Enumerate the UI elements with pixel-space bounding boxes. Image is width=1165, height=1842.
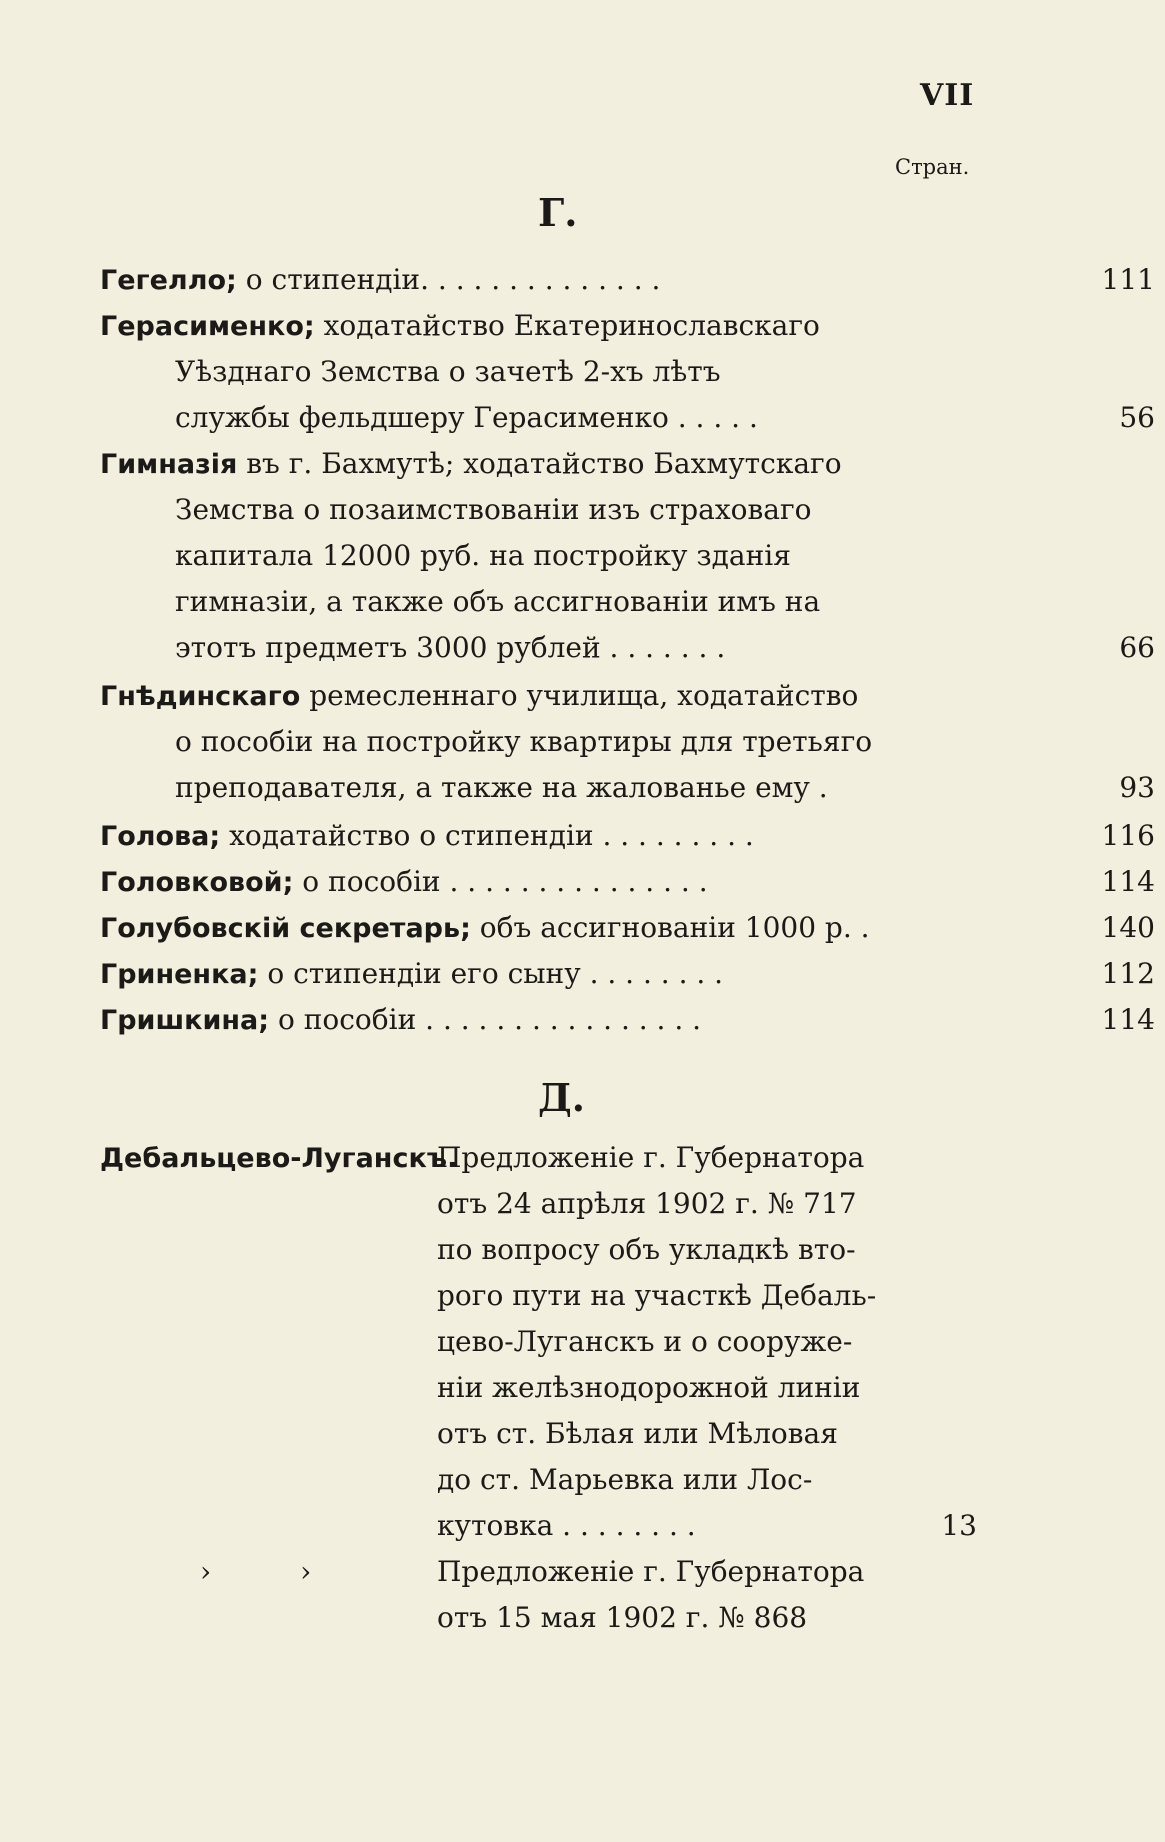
page-number: VII xyxy=(920,78,975,113)
entry-page: 114 xyxy=(1101,865,1155,898)
entry-page: 114 xyxy=(1101,1003,1155,1036)
entry-text: этотъ предметъ 3000 рублей . . . . . . . xyxy=(175,631,726,664)
index-entry xyxy=(100,905,870,951)
ditto-marks: › › xyxy=(200,1555,312,1588)
index-entry xyxy=(100,257,660,303)
entry-head: Герасименко; xyxy=(100,311,315,342)
index-entry xyxy=(100,813,754,859)
entry-page: 116 xyxy=(1101,819,1155,852)
entry-text: Предложеніе г. Губернатора xyxy=(437,1141,865,1174)
index-entry xyxy=(100,303,820,349)
entry-text: ходатайство о стипендіи . . . . . . . . . xyxy=(229,819,754,852)
entry-head: Дебальцево-Луганскъ. xyxy=(100,1143,458,1174)
entry-text: ніи желѣзнодорожной линіи xyxy=(437,1371,861,1404)
entry-text: преподавателя, а также на жалованье ему . xyxy=(175,771,828,804)
entry-page: 66 xyxy=(1119,631,1155,664)
entry-text: ремесленнаго училища, ходатайство xyxy=(309,679,859,712)
entry-page: 13 xyxy=(941,1509,977,1542)
entry-text: отъ 15 мая 1902 г. № 868 xyxy=(437,1601,808,1634)
entry-text: о пособіи . . . . . . . . . . . . . . . xyxy=(302,865,708,898)
entry-page: 93 xyxy=(1119,771,1155,804)
entry-text: объ ассигнованіи 1000 р. . xyxy=(479,911,870,944)
entry-text: кутовка . . . . . . . . xyxy=(437,1509,696,1542)
entry-head: Гриненка; xyxy=(100,959,259,990)
index-entry xyxy=(100,441,842,487)
entry-text: отъ ст. Бѣлая или Мѣловая xyxy=(437,1417,838,1450)
entry-head: Гимназія xyxy=(100,449,238,480)
entry-text: о пособіи на постройку квартиры для третьяго xyxy=(175,725,873,758)
entry-head: Гришкина; xyxy=(100,1005,270,1036)
entry-text: ходатайство Екатеринославскаго xyxy=(323,309,820,342)
entry-text: о пособіи . . . . . . . . . . . . . . . . xyxy=(277,1003,702,1036)
index-entry xyxy=(100,673,858,719)
entry-head: Голубовскій секретарь; xyxy=(100,913,471,944)
entry-text: службы фельдшеру Герасименко . . . . . xyxy=(175,401,758,434)
entry-page: 140 xyxy=(1101,911,1155,944)
entry-head: Гнѣдинскаго xyxy=(100,681,301,712)
entry-text: о стипендіи его сыну . . . . . . . . xyxy=(267,957,724,990)
column-header-pages: Стран. xyxy=(895,155,970,179)
entry-head: Гегелло; xyxy=(100,265,237,296)
entry-text: Предложеніе г. Губернатора xyxy=(437,1555,865,1588)
index-entry xyxy=(100,859,708,905)
entry-text: гимназіи, а также объ ассигнованіи имъ на xyxy=(175,585,821,618)
entry-text: отъ 24 апрѣля 1902 г. № 717 xyxy=(437,1187,857,1220)
section-letter: Д. xyxy=(538,1075,586,1120)
entry-text: Земства о позаимствованіи изъ страховаго xyxy=(175,493,812,526)
entry-page: 111 xyxy=(1101,263,1155,296)
section-letter: Г. xyxy=(538,190,578,235)
entry-text: цево-Луганскъ и о сооруже- xyxy=(437,1325,853,1358)
entry-head: Голова; xyxy=(100,821,221,852)
entry-text: Уѣзднаго Земства о зачетѣ 2-хъ лѣтъ xyxy=(175,355,721,388)
entry-text: рого пути на участкѣ Дебаль- xyxy=(437,1279,877,1312)
entry-text: по вопросу объ укладкѣ вто- xyxy=(437,1233,856,1266)
entry-text: капитала 12000 руб. на постройку зданія xyxy=(175,539,791,572)
entry-text: о стипендіи. . . . . . . . . . . . . . xyxy=(245,263,661,296)
entry-text: до ст. Марьевка или Лос- xyxy=(437,1463,813,1496)
index-entry xyxy=(100,951,723,997)
entry-text: въ г. Бахмутѣ; ходатайство Бахмутскаго xyxy=(246,447,842,480)
index-entry xyxy=(100,997,701,1043)
entry-page: 112 xyxy=(1101,957,1155,990)
entry-head: Головковой; xyxy=(100,867,294,898)
entry-page: 56 xyxy=(1119,401,1155,434)
